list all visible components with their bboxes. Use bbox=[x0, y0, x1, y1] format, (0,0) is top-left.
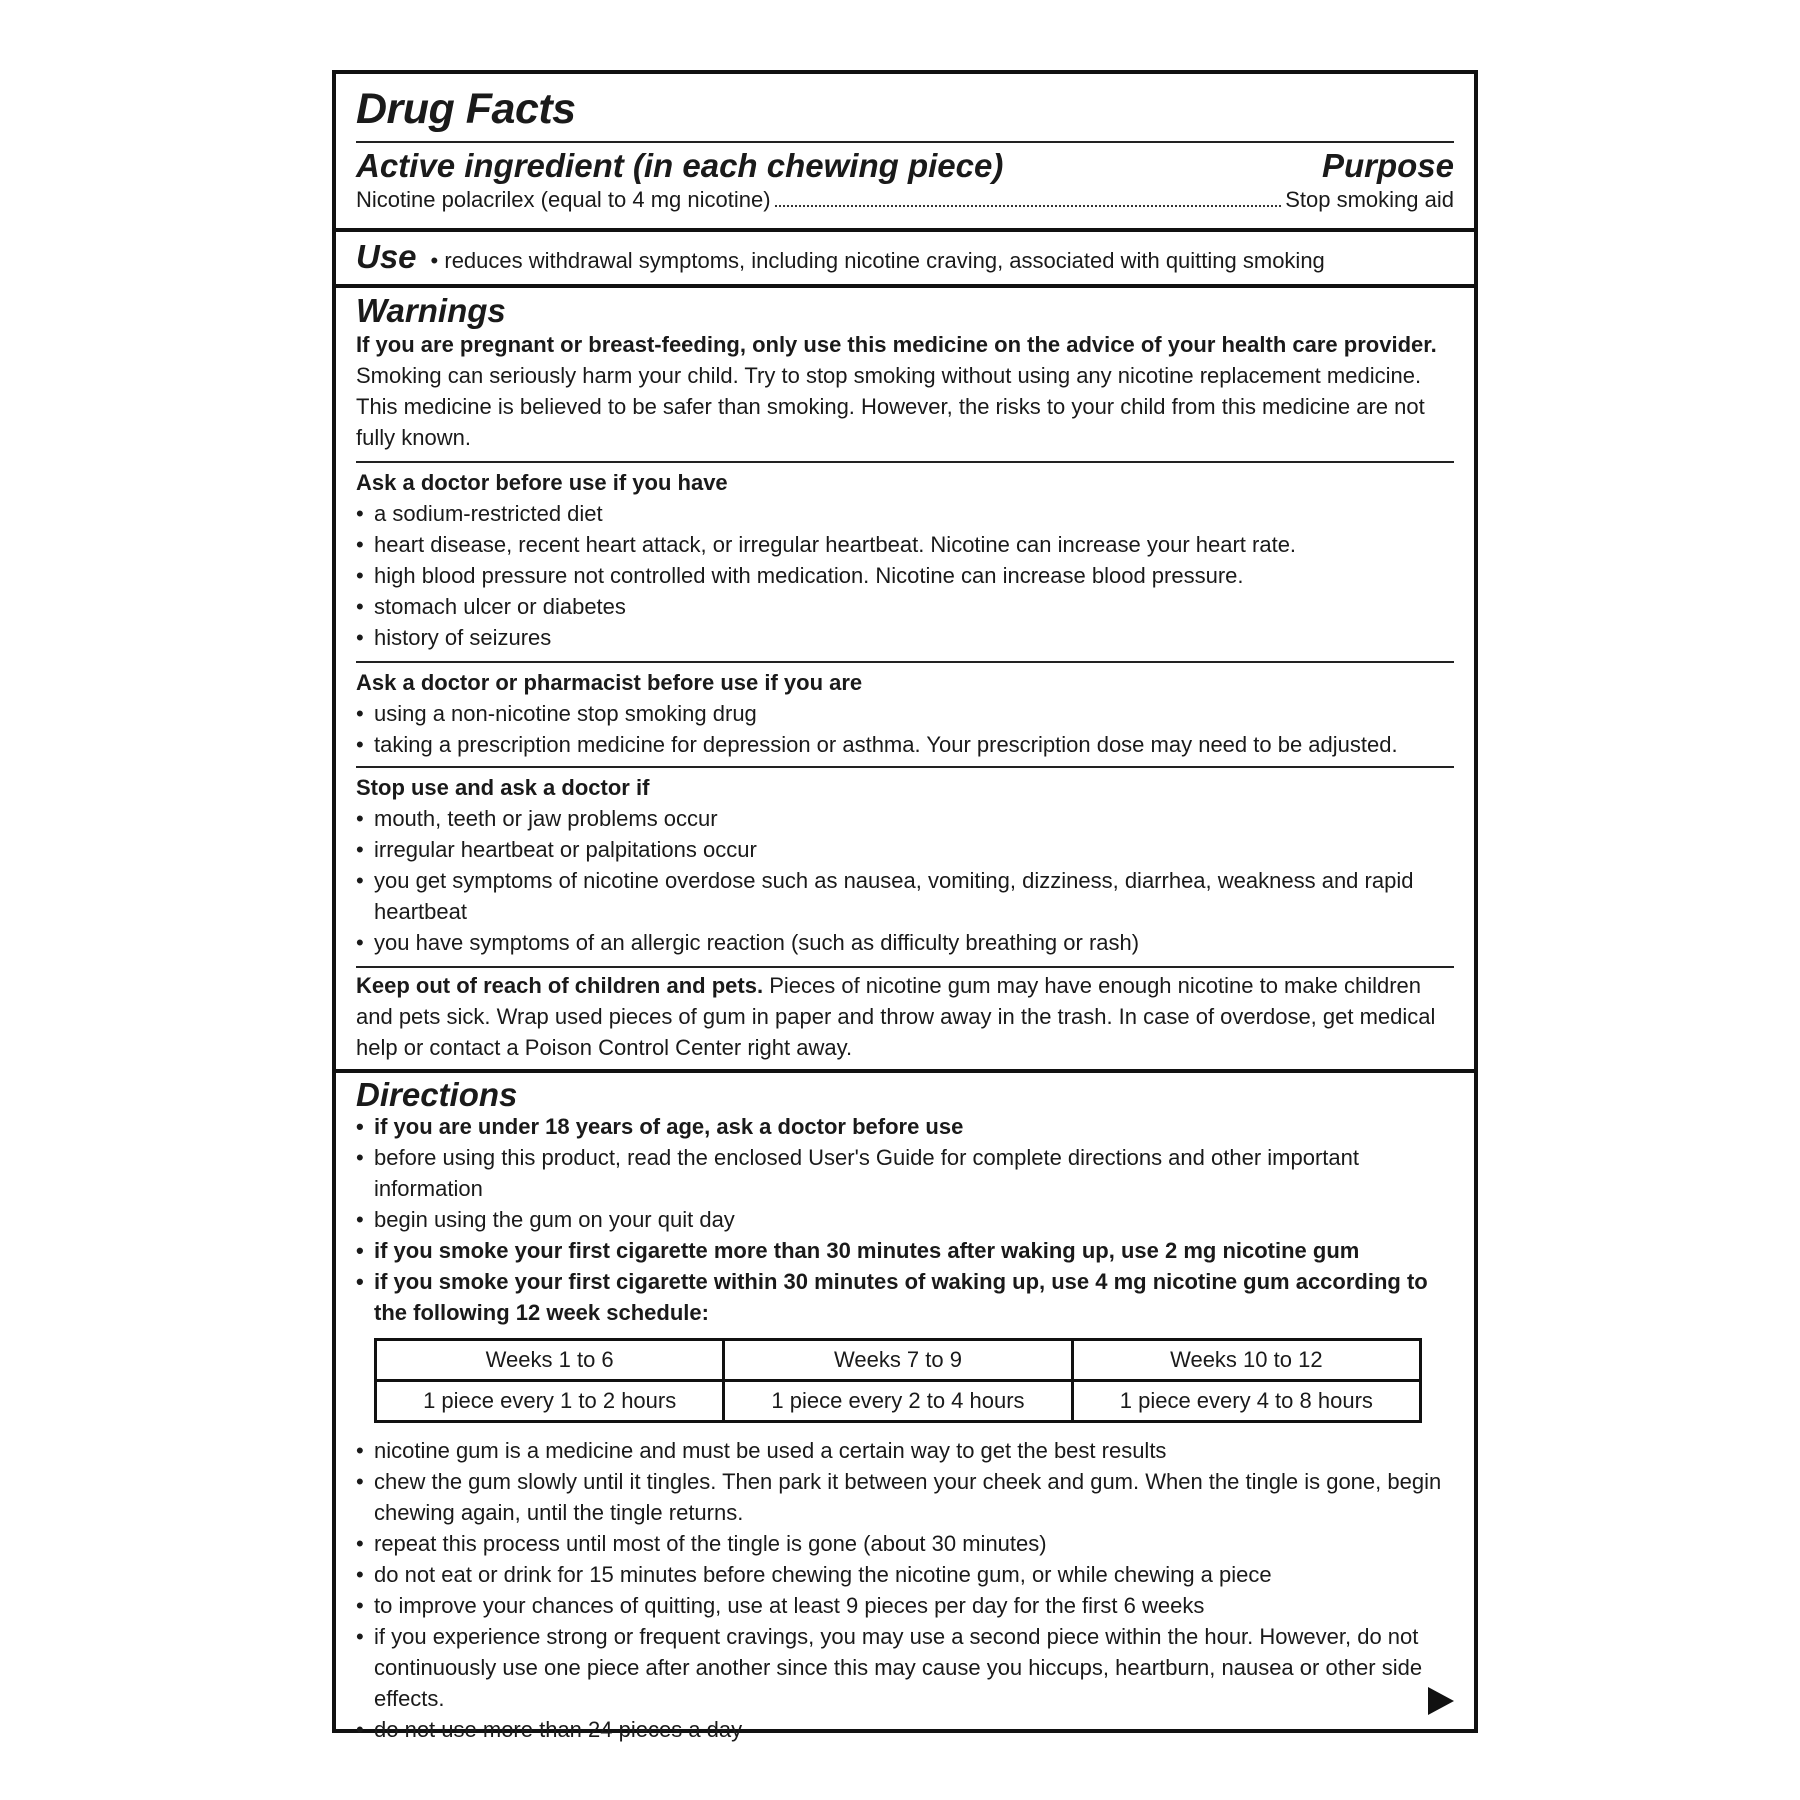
purpose-value: Stop smoking aid bbox=[1285, 187, 1454, 212]
list-item: • if you are under 18 years of age, ask a doctor before use bbox=[356, 1111, 1454, 1142]
stop-use-list bbox=[356, 803, 1454, 958]
list-item: • begin using the gum on your quit day bbox=[356, 1204, 1454, 1235]
drug-facts-title: Drug Facts bbox=[356, 85, 576, 133]
schedule-value-cell: 1 piece every 1 to 2 hours bbox=[376, 1381, 724, 1422]
divider bbox=[356, 461, 1454, 463]
drug-facts-label bbox=[332, 70, 1478, 1742]
use-text: • reduces withdrawal symptoms, including nicotine craving, associated with quitting smoking bbox=[430, 248, 1325, 273]
list-item: • irregular heartbeat or palpitations occur bbox=[356, 834, 1454, 865]
directions-section bbox=[336, 1078, 1474, 1745]
use-heading: Use bbox=[356, 238, 417, 275]
list-item: • chew the gum slowly until it tingles. Then park it between your cheek and gum. When the tingle is gone, begin chewing again, until the tingle returns. bbox=[356, 1466, 1454, 1528]
divider bbox=[356, 661, 1454, 663]
list-item: • if you experience strong or frequent cravings, you may use a second piece within the hour. However, do not continuously use one piece after another since this may cause you hiccups, heartburn, nausea or other side effects. bbox=[356, 1621, 1454, 1714]
leader-dots bbox=[775, 205, 1282, 207]
keep-out-warning bbox=[356, 970, 1454, 1063]
section-bar bbox=[336, 1069, 1474, 1073]
schedule-header-cell: Weeks 7 to 9 bbox=[724, 1340, 1072, 1381]
schedule-header-cell: Weeks 1 to 6 bbox=[376, 1340, 724, 1381]
stop-use-heading: Stop use and ask a doctor if bbox=[356, 775, 650, 800]
list-item: • nicotine gum is a medicine and must be used a certain way to get the best results bbox=[356, 1435, 1454, 1466]
list-item: • if you smoke your first cigarette more than 30 minutes after waking up, use 2 mg nicotine gum bbox=[356, 1235, 1454, 1266]
list-item: • stomach ulcer or diabetes bbox=[356, 591, 1454, 622]
pregnancy-warning-bold: If you are pregnant or breast-feeding, only use this medicine on the advice of your health care provider. bbox=[356, 332, 1437, 357]
active-heading-row bbox=[356, 149, 1454, 182]
ask-doctor-heading: Ask a doctor before use if you have bbox=[356, 470, 728, 495]
continue-arrow-icon bbox=[1428, 1687, 1454, 1715]
ask-pharmacist-list bbox=[356, 698, 1454, 760]
directions-list-top bbox=[356, 1111, 1454, 1328]
list-item: • you have symptoms of an allergic reaction (such as difficulty breathing or rash) bbox=[356, 927, 1454, 958]
use-section bbox=[336, 240, 1474, 276]
pregnancy-warning-text: Smoking can seriously harm your child. Try to stop smoking without using any nicotine replacement medicine. This medicine is believed to be safer than smoking. However, the risks to your child from this medicine are not fully known. bbox=[356, 363, 1425, 450]
active-ingredient: Nicotine polacrilex (equal to 4 mg nicotine) bbox=[356, 187, 771, 212]
divider bbox=[356, 966, 1454, 968]
list-item: • do not use more than 24 pieces a day bbox=[356, 1714, 1454, 1745]
list-item: • you get symptoms of nicotine overdose such as nausea, vomiting, dizziness, diarrhea, weakness and rapid heartbeat bbox=[356, 865, 1454, 927]
active-ingredient-row bbox=[356, 184, 1454, 215]
list-item: • mouth, teeth or jaw problems occur bbox=[356, 803, 1454, 834]
directions-heading: Directions bbox=[356, 1076, 518, 1113]
schedule-header-row bbox=[376, 1340, 1421, 1381]
directions-list-bottom bbox=[356, 1435, 1454, 1745]
purpose-heading: Purpose bbox=[1321, 147, 1454, 184]
use-row bbox=[356, 240, 1454, 276]
list-item: • taking a prescription medicine for depression or asthma. Your prescription dose may need to be adjusted. bbox=[356, 729, 1454, 760]
list-item: • heart disease, recent heart attack, or irregular heartbeat. Nicotine can increase your heart rate. bbox=[356, 529, 1454, 560]
header-section bbox=[336, 85, 1474, 215]
schedule-value-cell: 1 piece every 2 to 4 hours bbox=[724, 1381, 1072, 1422]
divider bbox=[356, 766, 1454, 768]
list-item: • do not eat or drink for 15 minutes before chewing the nicotine gum, or while chewing a piece bbox=[356, 1559, 1454, 1590]
pregnancy-warning bbox=[356, 329, 1454, 453]
active-ingredient-heading: Active ingredient (in each chewing piece) bbox=[356, 147, 1004, 184]
divider bbox=[356, 141, 1454, 143]
warnings-heading: Warnings bbox=[356, 292, 506, 329]
ask-doctor-list bbox=[356, 498, 1454, 653]
list-item: • to improve your chances of quitting, use at least 9 pieces per day for the first 6 weeks bbox=[356, 1590, 1454, 1621]
section-bar bbox=[336, 284, 1474, 288]
schedule-header-cell: Weeks 10 to 12 bbox=[1072, 1340, 1420, 1381]
ask-pharmacist-heading: Ask a doctor or pharmacist before use if you are bbox=[356, 670, 863, 695]
list-item: • a sodium-restricted diet bbox=[356, 498, 1454, 529]
section-bar bbox=[336, 228, 1474, 232]
list-item: • if you smoke your first cigarette within 30 minutes of waking up, use 4 mg nicotine gum according to the following 12 week schedule: bbox=[356, 1266, 1454, 1328]
list-item: • high blood pressure not controlled with medication. Nicotine can increase blood pressure. bbox=[356, 560, 1454, 591]
keep-out-bold: Keep out of reach of children and pets. bbox=[356, 973, 764, 998]
warnings-section bbox=[336, 294, 1474, 1063]
list-item: • before using this product, read the enclosed User's Guide for complete directions and other important information bbox=[356, 1142, 1454, 1204]
keep-out-text: Pieces of nicotine gum may have enough nicotine to make children and pets sick. Wrap used pieces of gum in paper and throw away in the trash. In case of overdose, get medical help or contact a Poison Control Center right away. bbox=[356, 973, 1436, 1060]
list-item: • history of seizures bbox=[356, 622, 1454, 653]
schedule-value-cell: 1 piece every 4 to 8 hours bbox=[1072, 1381, 1420, 1422]
list-item: • using a non-nicotine stop smoking drug bbox=[356, 698, 1454, 729]
dosing-schedule-table bbox=[374, 1338, 1422, 1423]
use-text-value: reduces withdrawal symptoms, including nicotine craving, associated with quitting smoking bbox=[444, 248, 1325, 273]
list-item: • repeat this process until most of the tingle is gone (about 30 minutes) bbox=[356, 1528, 1454, 1559]
schedule-value-row bbox=[376, 1381, 1421, 1422]
